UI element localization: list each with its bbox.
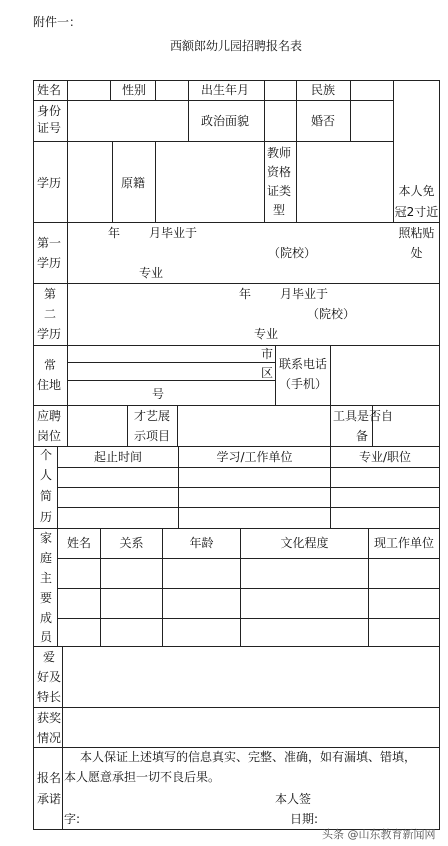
family-side-6: 员 <box>40 630 53 644</box>
talent-label-2: 示项目 <box>134 429 171 443</box>
resume-side-3: 简 <box>40 489 53 503</box>
gender-label: 性别 <box>122 83 147 97</box>
award-label-2: 情况 <box>37 731 62 745</box>
id-label-1: 身份 <box>37 104 62 118</box>
family-side-2: 庭 <box>40 551 53 565</box>
address-label-2: 住地 <box>37 378 62 392</box>
resume-side-4: 历 <box>40 510 53 524</box>
id-label-2: 证号 <box>37 121 62 135</box>
pledge-sign-label-2: 字: <box>64 812 81 826</box>
name-label: 姓名 <box>37 83 62 97</box>
first-degree-major: 专业 <box>139 266 164 280</box>
family-header-relation: 关系 <box>119 536 144 550</box>
family-header-education: 文化程度 <box>280 536 329 550</box>
family-side-1: 家 <box>40 531 53 545</box>
first-degree-year: 年 <box>108 226 121 240</box>
hobby-label-1: 爱 <box>43 650 56 664</box>
first-degree-school: （院校） <box>268 246 317 260</box>
resume-side-2: 人 <box>40 468 53 482</box>
address-label-1: 常 <box>44 358 57 372</box>
second-degree-month: 月毕业于 <box>280 287 329 301</box>
photo-text-3: 照粘贴 <box>398 226 435 240</box>
marriage-label: 婚否 <box>311 114 336 128</box>
pledge-date-label: 日期: <box>290 812 319 826</box>
resume-header-period: 起止时间 <box>93 450 142 464</box>
family-header-age: 年龄 <box>189 536 214 550</box>
politics-label: 政治面貌 <box>201 114 250 128</box>
position-label-2: 岗位 <box>37 429 62 443</box>
pledge-text-2: 本人愿意承担一切不良后果。 <box>64 770 221 784</box>
first-degree-month: 月毕业于 <box>149 226 198 240</box>
tools-label-1: 工具是否自 <box>333 409 394 423</box>
form-title: 西额郎幼儿园招聘报名表 <box>170 39 303 53</box>
cert-label-2: 资格 <box>267 165 292 179</box>
photo-text-1: 本人免 <box>398 184 435 198</box>
cert-label-1: 教师 <box>267 146 292 160</box>
family-header-name: 姓名 <box>66 536 91 550</box>
pledge-text-1: 本人保证上述填写的信息真实、完整、准确，如有漏填、错填， <box>80 750 417 764</box>
education-label: 学历 <box>37 176 62 190</box>
pledge-label-2: 承诺 <box>37 792 62 806</box>
address-district: 区 <box>261 366 274 380</box>
second-degree-label-3: 学历 <box>37 327 62 341</box>
second-degree-school: （院校） <box>307 307 356 321</box>
family-side-3: 主 <box>40 571 53 585</box>
resume-side-1: 个 <box>40 448 53 462</box>
talent-label-1: 才艺展 <box>134 409 171 423</box>
native-label: 原籍 <box>121 176 146 190</box>
photo-text-4: 处 <box>410 246 423 260</box>
attachment-label: 附件一： <box>33 15 82 29</box>
first-degree-label-2: 学历 <box>37 256 62 270</box>
watermark-text: 头条 @山东教育新闻网 <box>322 828 436 841</box>
address-number: 号 <box>152 387 165 401</box>
pledge-label-1: 报名 <box>37 771 62 785</box>
family-side-5: 成 <box>40 611 53 625</box>
second-degree-major: 专业 <box>254 327 279 341</box>
ethnic-label: 民族 <box>311 83 336 97</box>
second-degree-label-1: 第 <box>44 287 57 301</box>
resume-header-unit: 学习/工作单位 <box>216 450 293 464</box>
cert-label-3: 证类 <box>267 184 292 198</box>
hobby-label-2: 好及 <box>37 670 62 684</box>
resume-header-major: 专业/职位 <box>358 450 412 464</box>
family-side-4: 要 <box>40 591 53 605</box>
second-degree-label-2: 二 <box>44 307 57 321</box>
phone-label-2: （手机） <box>279 377 328 391</box>
position-label-1: 应聘 <box>37 409 62 423</box>
tools-label-2: 备 <box>356 429 369 443</box>
award-label-1: 获奖 <box>37 711 62 725</box>
pledge-sign-label: 本人签 <box>275 792 312 806</box>
hobby-label-3: 特长 <box>37 690 62 704</box>
cert-label-4: 型 <box>273 203 286 217</box>
birth-label: 出生年月 <box>201 83 250 97</box>
first-degree-label-1: 第一 <box>37 236 62 250</box>
family-header-workplace: 现工作单位 <box>373 536 434 550</box>
phone-label-1: 联系电话 <box>279 357 328 371</box>
second-degree-year: 年 <box>239 287 252 301</box>
address-city: 市 <box>261 347 274 361</box>
photo-text-2: 冠2寸近 <box>394 205 439 219</box>
